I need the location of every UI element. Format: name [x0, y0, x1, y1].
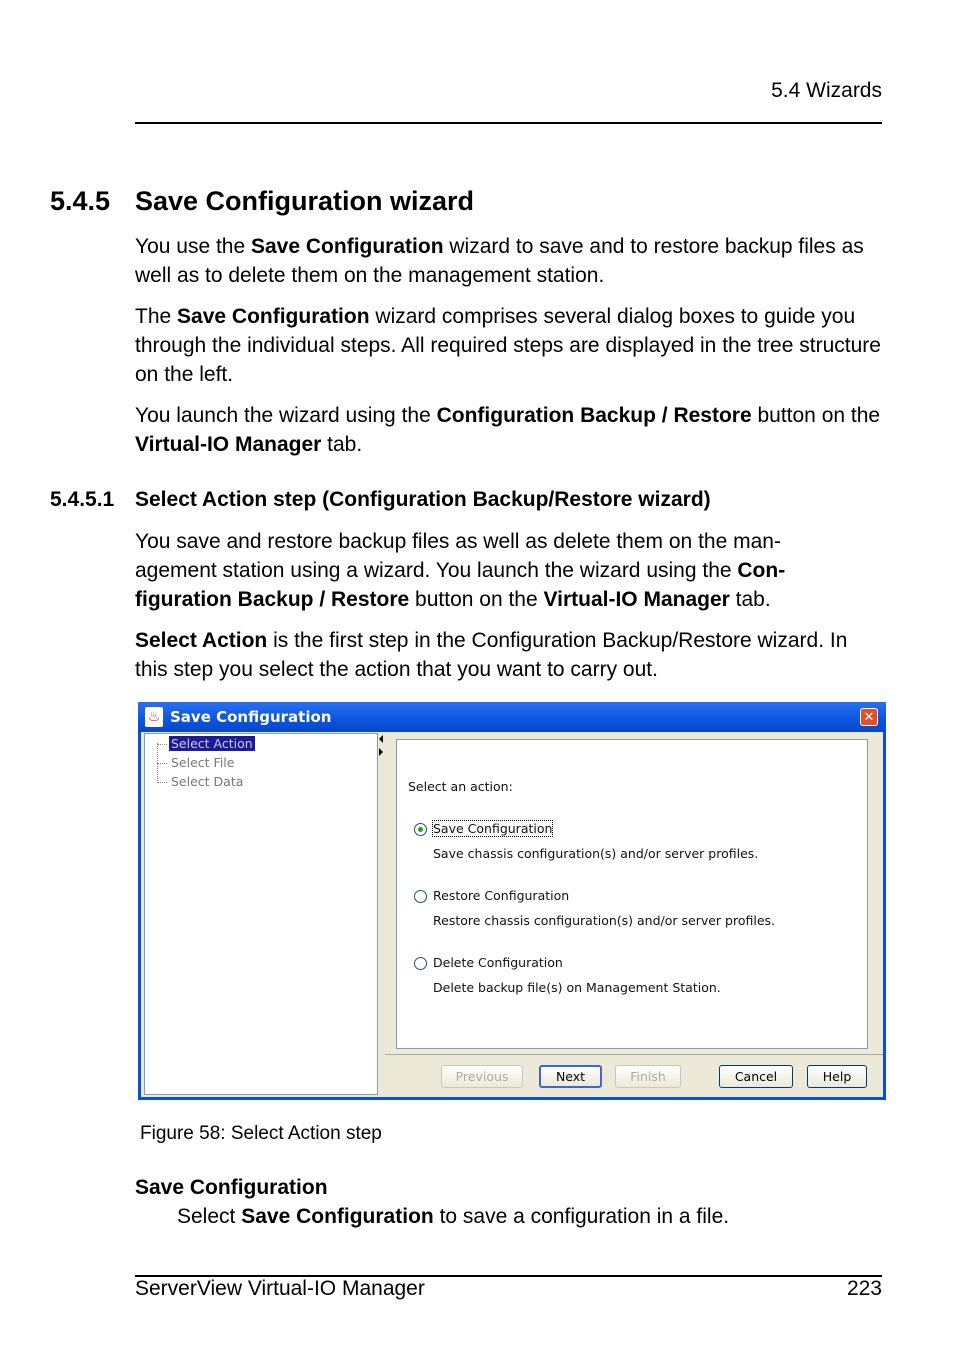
bold-term: Con-figuration Backup / Restore: [135, 559, 786, 611]
split-pane-divider[interactable]: [378, 732, 386, 1097]
section-paragraph: The Save Configuration wizard comprises several dialog boxes to guide you through the individual steps. All required steps are displayed in the tree structure on the left.: [135, 305, 881, 386]
close-button[interactable]: ✕: [860, 708, 878, 726]
dialog-client-area: [141, 732, 883, 1097]
collapse-left-icon[interactable]: [379, 735, 383, 743]
tree-item-select-action[interactable]: Select Action: [171, 736, 253, 751]
figure-caption: Figure 58: Select Action step: [140, 1123, 382, 1144]
running-header: 5.4 Wizards: [771, 79, 882, 102]
action-panel: [396, 739, 868, 1049]
delete-configuration-label[interactable]: Delete Configuration: [433, 955, 563, 970]
save-configuration-radio[interactable]: [414, 823, 427, 836]
subsection-title: Select Action step (Configuration Backup/Restore wizard): [135, 488, 711, 511]
footer-product: ServerView Virtual-IO Manager: [135, 1277, 425, 1300]
java-app-icon: ♨: [145, 707, 163, 727]
finish-button[interactable]: Finish: [615, 1065, 681, 1088]
section-paragraph: You use the Save Configuration wizard to save and to restore backup files as well as to delete them on the management station.: [135, 235, 864, 287]
tree-connector: [157, 744, 167, 745]
section-title: Save Configuration wizard: [135, 186, 475, 216]
bold-term: Select Action: [135, 629, 268, 652]
definition-term: Save Configuration: [135, 1176, 328, 1199]
bold-term: Virtual-IO Manager: [135, 433, 322, 456]
restore-configuration-label[interactable]: Restore Configuration: [433, 888, 570, 903]
previous-button[interactable]: Previous: [441, 1065, 523, 1088]
section-number: 5.4.5: [50, 186, 111, 216]
subsection-paragraph: Select Action is the first step in the Configuration Backup/Restore wizard. In this step you select the action that you want to carry out.: [135, 629, 848, 681]
dialog-title: Save Configuration: [170, 708, 332, 726]
delete-configuration-radio[interactable]: [414, 957, 427, 970]
wizard-step-tree: [144, 733, 378, 1095]
tree-item-select-file[interactable]: Select File: [171, 755, 235, 770]
subsection-number: 5.4.5.1: [50, 488, 115, 511]
header-rule: [135, 122, 882, 124]
save-configuration-description: Save chassis configuration(s) and/or server profiles.: [433, 846, 759, 861]
expand-right-icon[interactable]: [379, 748, 383, 756]
cancel-button[interactable]: Cancel: [719, 1065, 793, 1088]
tree-connector: [157, 763, 167, 764]
definition-description: [177, 1205, 729, 1229]
button-separator: [385, 1054, 883, 1055]
bold-term: Save Configuration: [251, 235, 444, 258]
next-button[interactable]: Next: [539, 1065, 602, 1088]
definition-text: to save a configuration in a file.: [433, 1205, 730, 1228]
page-number: 223: [846, 1277, 882, 1300]
dialog-title-bar[interactable]: [138, 702, 886, 732]
bold-term: Virtual-IO Manager: [543, 588, 730, 611]
definition-text: Select: [177, 1205, 242, 1228]
subsection-paragraph: You save and restore backup files as well as delete them on the man-agement station using a wizard. You launch the wizard using the Con-figuration Backup / Restore button on the Virtual-IO Manager tab.: [135, 530, 786, 611]
restore-configuration-description: Restore chassis configuration(s) and/or server profiles.: [433, 913, 775, 928]
bold-term: Configuration Backup / Restore: [436, 404, 752, 427]
delete-configuration-description: Delete backup file(s) on Management Station.: [433, 980, 721, 995]
help-button[interactable]: Help: [807, 1065, 867, 1088]
tree-connector: [157, 782, 167, 783]
save-configuration-dialog: [138, 702, 886, 1100]
tree-item-select-data[interactable]: Select Data: [171, 774, 244, 789]
restore-configuration-radio[interactable]: [414, 890, 427, 903]
section-paragraph: You launch the wizard using the Configuration Backup / Restore button on the Virtual-IO Manager tab.: [135, 404, 881, 456]
action-prompt: Select an action:: [408, 779, 513, 794]
definition-bold: Save Configuration: [241, 1205, 434, 1228]
save-configuration-label[interactable]: Save Configuration: [433, 821, 553, 836]
bold-term: Save Configuration: [177, 305, 370, 328]
